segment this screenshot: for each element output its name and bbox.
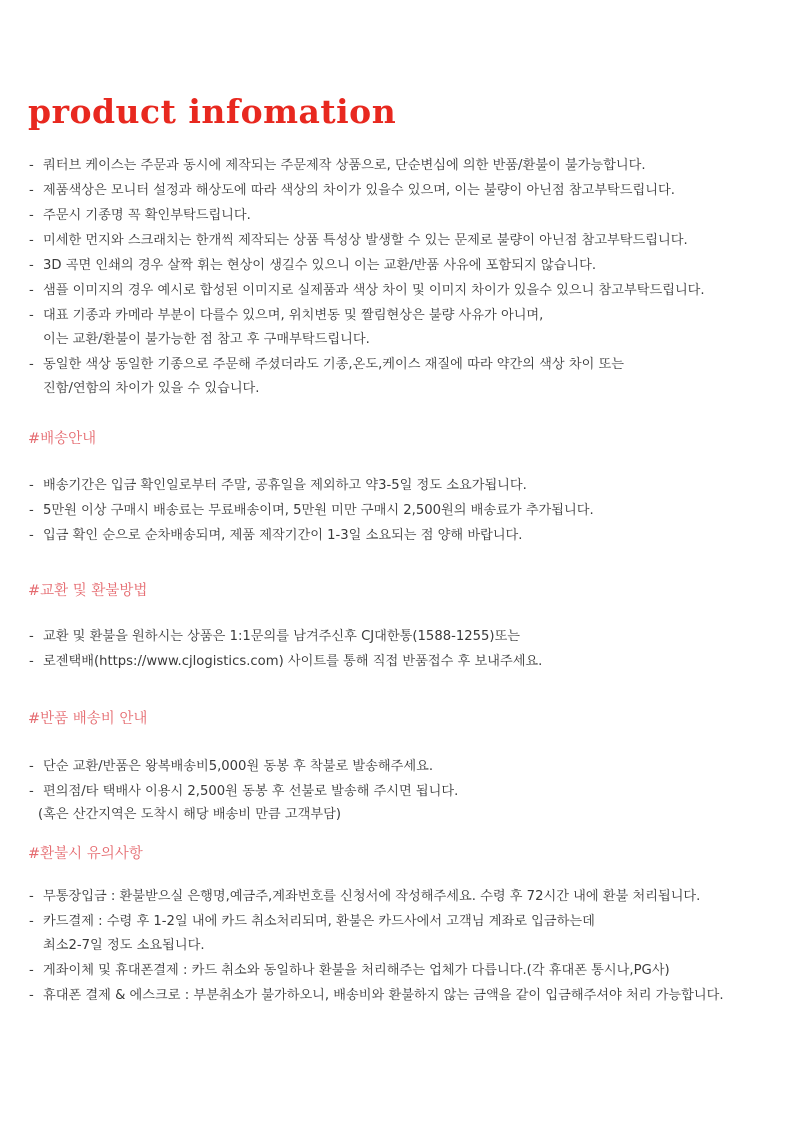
list-item: [29, 257, 596, 275]
list-item-text: 3D 곡면 인쇄의 경우 살짝 휘는 현상이 생길수 있으니 이는 교환/반품 사유에 포함되지 않습니다.: [43, 258, 597, 273]
list-item-text: 미세한 먼지와 스크래치는 한개씩 제작되는 상품 특성상 발생할 수 있는 문제로 불량이 아닌점 참고부탁드립니다.: [43, 233, 688, 248]
bullet: -: [29, 963, 34, 978]
list-item-text: 단순 교환/반품은 왕복배송비5,000원 동봉 후 착불로 발송해주세요.: [43, 759, 434, 774]
list-item-continuation: 진함/연함의 차이가 있을 수 있습니다.: [43, 381, 260, 396]
bullet: -: [29, 357, 34, 372]
list-item-text: 휴대폰 결제 & 에스크로 : 부분취소가 불가하오니, 배송비와 환불하지 않는 금액을 같이 입금해주셔야 처리 가능합니다.: [43, 988, 724, 1003]
list-item: [29, 282, 705, 300]
list-item: [29, 502, 594, 520]
list-item: [29, 758, 433, 776]
bullet: -: [29, 208, 34, 223]
list-item: [29, 628, 520, 646]
list-item: [29, 307, 543, 325]
bullet: -: [29, 258, 34, 273]
list-item: [29, 477, 527, 495]
list-item-text: 동일한 색상 동일한 기종으로 주문해 주셨더라도 기종,온도,케이스 재질에 따라 약간의 색상 차이 또는: [43, 357, 624, 372]
list-item: [29, 157, 646, 175]
list-item-text: 제품색상은 모니터 설정과 해상도에 따라 색상의 차이가 있을수 있으며, 이는 불량이 아닌점 참고부탁드립니다.: [43, 183, 675, 198]
list-item-text: 무통장입금 : 환불받으실 은행명,예금주,계좌번호를 신청서에 작성해주세요. 수령 후 72시간 내에 환불 처리됩니다.: [43, 889, 701, 904]
list-item: [29, 207, 251, 225]
list-item-text: 입금 확인 순으로 순차배송되며, 제품 제작기간이 1-3일 소요되는 점 양해 바랍니다.: [43, 528, 523, 543]
list-item: [29, 232, 688, 250]
refund-heading: #환불시 유의사항: [28, 846, 143, 862]
list-item-text: 게좌이체 및 휴대폰결제 : 카드 취소와 동일하나 환불을 처리해주는 업체가 다릅니다.(각 휴대폰 통시나,PG사): [43, 963, 670, 978]
list-item-text: 쿼터브 케이스는 주문과 동시에 제작되는 주문제작 상품으로, 단순변심에 의한 반품/환불이 불가능합니다.: [43, 158, 646, 173]
list-item-text: 대표 기종과 카메라 부분이 다를수 있으며, 위치변동 및 짤림현상은 불량 사유가 아니며,: [43, 308, 544, 323]
bullet: -: [29, 988, 34, 1003]
list-item-text: 편의점/타 택배사 이용시 2,500원 동봉 후 선불로 발송해 주시면 됩니다.: [43, 784, 459, 799]
bullet: -: [29, 914, 34, 929]
list-item: [29, 962, 670, 980]
bullet: -: [29, 478, 34, 493]
list-item-text: 배송기간은 입금 확인일로부터 주말, 공휴일을 제외하고 약3-5일 정도 소요가됩니다.: [43, 478, 527, 493]
list-item-text: 주문시 기종명 꼭 확인부탁드립니다.: [43, 208, 251, 223]
shipping-heading: #배송안내: [28, 431, 97, 447]
page-title: product infomation: [28, 92, 397, 131]
list-item: [29, 783, 458, 801]
list-item: [29, 653, 542, 671]
list-item: [29, 987, 724, 1005]
bullet: -: [29, 158, 34, 173]
list-item: [29, 527, 523, 545]
list-item: [29, 913, 595, 931]
bullet: -: [29, 759, 34, 774]
bullet: -: [29, 233, 34, 248]
bullet: -: [29, 528, 34, 543]
bullet: -: [29, 889, 34, 904]
list-item-note: (혹은 산간지역은 도착시 해당 배송비 만큼 고객부담): [38, 807, 341, 822]
list-item-text: 로젠택배(https://www.cjlogistics.com) 사이트를 통해 직접 반품접수 후 보내주세요.: [43, 654, 543, 669]
exchange-heading: #교환 및 환불방법: [28, 583, 148, 599]
list-item-continuation: 최소2-7일 정도 소요됩니다.: [43, 938, 205, 953]
list-item-text: 교환 및 환불을 원하시는 상품은 1:1문의를 남겨주신후 CJ대한통(1588-1255)또는: [43, 629, 521, 644]
bullet: -: [29, 308, 34, 323]
bullet: -: [29, 503, 34, 518]
bullet: -: [29, 784, 34, 799]
list-item: [29, 356, 624, 374]
bullet: -: [29, 629, 34, 644]
list-item-text: 5만원 이상 구매시 배송료는 무료배송이며, 5만원 미만 구매시 2,500원의 배송료가 추가됩니다.: [43, 503, 594, 518]
list-item: [29, 182, 675, 200]
return-fee-heading: #반품 배송비 안내: [28, 711, 148, 727]
bullet: -: [29, 183, 34, 198]
list-item-text: 카드결제 : 수령 후 1-2일 내에 카드 취소처리되며, 환불은 카드사에서 고객님 계좌로 입금하는데: [43, 914, 595, 929]
bullet: -: [29, 654, 34, 669]
list-item: [29, 888, 700, 906]
list-item-text: 샘플 이미지의 경우 예시로 합성된 이미지로 실제품과 색상 차이 및 이미지 차이가 있을수 있으니 참고부탁드립니다.: [43, 283, 705, 298]
bullet: -: [29, 283, 34, 298]
list-item-continuation: 이는 교환/환불이 불가능한 점 참고 후 구매부탁드립니다.: [43, 332, 370, 347]
